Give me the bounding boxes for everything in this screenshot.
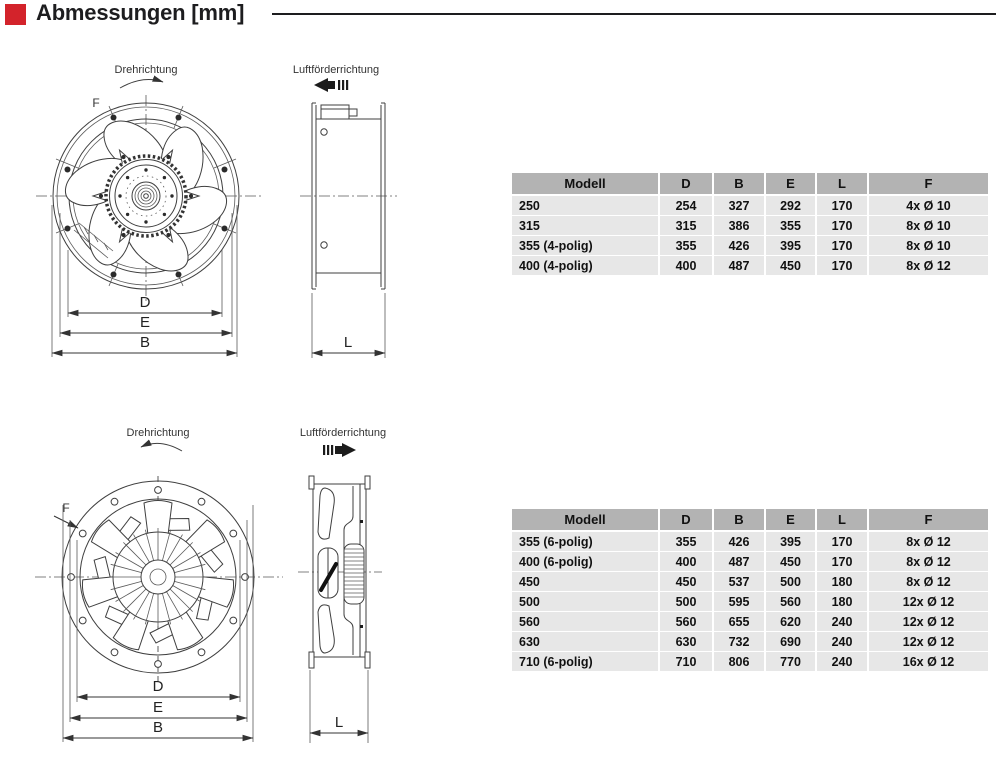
value-cell: 180 — [817, 592, 869, 612]
table-header-cell: F — [869, 173, 988, 196]
value-cell: 170 — [817, 552, 869, 572]
dim-label-l: L — [343, 334, 353, 351]
table-header-cell: D — [660, 509, 714, 532]
dim-label-b: B — [139, 334, 151, 351]
value-cell: 395 — [766, 236, 817, 256]
value-cell: 8x Ø 12 — [869, 572, 988, 592]
rotation-direction-label: Drehrichtung — [114, 64, 178, 76]
value-cell: 170 — [817, 256, 869, 276]
dim-label-f: F — [92, 96, 100, 110]
table-header-cell: B — [714, 509, 766, 532]
value-cell: 254 — [660, 196, 714, 216]
value-cell: 8x Ø 12 — [869, 552, 988, 572]
model-cell: 315 — [512, 216, 660, 236]
value-cell: 400 — [660, 552, 714, 572]
model-cell: 400 (4-polig) — [512, 256, 660, 276]
dim-label-d: D — [139, 294, 151, 311]
value-cell: 355 — [660, 532, 714, 552]
fan-front-view — [36, 95, 262, 301]
terminal-box — [321, 105, 357, 119]
value-cell: 400 — [660, 256, 714, 276]
value-cell: 8x Ø 10 — [869, 216, 988, 236]
value-cell: 620 — [766, 612, 817, 632]
dim-label-e: E — [139, 314, 151, 331]
table-header-cell: B — [714, 173, 766, 196]
value-cell: 8x Ø 10 — [869, 236, 988, 256]
table-header-cell: Modell — [512, 509, 660, 532]
value-cell: 450 — [766, 552, 817, 572]
model-cell: 560 — [512, 612, 660, 632]
value-cell: 770 — [766, 652, 817, 672]
value-cell: 12x Ø 12 — [869, 612, 988, 632]
fan-hub — [109, 528, 207, 626]
airflow-direction-label: Luftförderrichtung — [299, 427, 387, 439]
value-cell: 355 — [660, 236, 714, 256]
model-cell: 355 (6-polig) — [512, 532, 660, 552]
brand-square — [5, 4, 26, 25]
value-cell: 327 — [714, 196, 766, 216]
value-cell: 240 — [817, 612, 869, 632]
screw-icon — [321, 129, 327, 135]
table-row — [512, 632, 988, 652]
model-cell: 710 (6-polig) — [512, 652, 660, 672]
table-header-cell: L — [817, 509, 869, 532]
motor-ribs — [344, 544, 364, 604]
figure-top-drawing — [30, 55, 400, 370]
table-header-cell: L — [817, 173, 869, 196]
value-cell: 500 — [660, 592, 714, 612]
table-header-cell: E — [766, 509, 817, 532]
value-cell: 355 — [766, 216, 817, 236]
airflow-arrow-icon — [314, 78, 348, 92]
table-header-cell: E — [766, 173, 817, 196]
f-leader-arrow — [54, 516, 78, 528]
dim-label-b: B — [152, 719, 164, 736]
model-cell: 355 (4-polig) — [512, 236, 660, 256]
model-cell: 250 — [512, 196, 660, 216]
value-cell: 386 — [714, 216, 766, 236]
value-cell: 806 — [714, 652, 766, 672]
value-cell: 240 — [817, 632, 869, 652]
title-rule — [272, 13, 996, 15]
dimensions-table-4pole — [512, 173, 988, 276]
model-cell: 630 — [512, 632, 660, 652]
table-row — [512, 612, 988, 632]
table-header-cell: D — [660, 173, 714, 196]
airflow-arrow-icon — [323, 443, 356, 457]
page-title: Abmessungen [mm] — [36, 0, 245, 25]
value-cell: 450 — [766, 256, 817, 276]
value-cell: 560 — [766, 592, 817, 612]
table-header-cell: Modell — [512, 173, 660, 196]
value-cell: 426 — [714, 532, 766, 552]
value-cell: 655 — [714, 612, 766, 632]
dim-label-l: L — [334, 714, 344, 731]
value-cell: 395 — [766, 532, 817, 552]
model-cell: 450 — [512, 572, 660, 592]
rotation-arrow-icon — [141, 443, 182, 451]
value-cell: 315 — [660, 216, 714, 236]
rotation-arrow-icon — [120, 80, 163, 88]
fan-side-view — [300, 103, 397, 358]
value-cell: 12x Ø 12 — [869, 592, 988, 612]
value-cell: 487 — [714, 256, 766, 276]
value-cell: 426 — [714, 236, 766, 256]
dim-label-e: E — [152, 699, 164, 716]
figure-bottom-drawing — [30, 420, 400, 762]
screw-icon — [321, 242, 327, 248]
value-cell: 500 — [766, 572, 817, 592]
value-cell: 537 — [714, 572, 766, 592]
value-cell: 8x Ø 12 — [869, 256, 988, 276]
table-row — [512, 592, 988, 612]
value-cell: 180 — [817, 572, 869, 592]
value-cell: 170 — [817, 236, 869, 256]
value-cell: 240 — [817, 652, 869, 672]
dim-label-f: F — [62, 501, 70, 515]
value-cell: 630 — [660, 632, 714, 652]
fan-side-view — [298, 476, 382, 743]
table-row — [512, 552, 988, 572]
table-row — [512, 652, 988, 672]
value-cell: 450 — [660, 572, 714, 592]
value-cell: 4x Ø 10 — [869, 196, 988, 216]
fan-front-view — [35, 476, 283, 682]
value-cell: 487 — [714, 552, 766, 572]
value-cell: 690 — [766, 632, 817, 652]
table-header-cell: F — [869, 509, 988, 532]
value-cell: 595 — [714, 592, 766, 612]
model-cell: 400 (6-polig) — [512, 552, 660, 572]
value-cell: 170 — [817, 216, 869, 236]
value-cell: 16x Ø 12 — [869, 652, 988, 672]
table-row — [512, 256, 988, 276]
airflow-direction-label: Luftförderrichtung — [292, 64, 380, 76]
dim-label-d: D — [152, 678, 164, 695]
value-cell: 560 — [660, 612, 714, 632]
value-cell: 170 — [817, 196, 869, 216]
value-cell: 8x Ø 12 — [869, 532, 988, 552]
table-row — [512, 216, 988, 236]
rotation-direction-label: Drehrichtung — [126, 427, 190, 439]
table-row — [512, 196, 988, 216]
value-cell: 12x Ø 12 — [869, 632, 988, 652]
value-cell: 710 — [660, 652, 714, 672]
value-cell: 170 — [817, 532, 869, 552]
value-cell: 732 — [714, 632, 766, 652]
value-cell: 292 — [766, 196, 817, 216]
dimensions-table-6pole — [512, 509, 988, 672]
table-row — [512, 572, 988, 592]
model-cell: 500 — [512, 592, 660, 612]
table-row — [512, 236, 988, 256]
table-row — [512, 532, 988, 552]
